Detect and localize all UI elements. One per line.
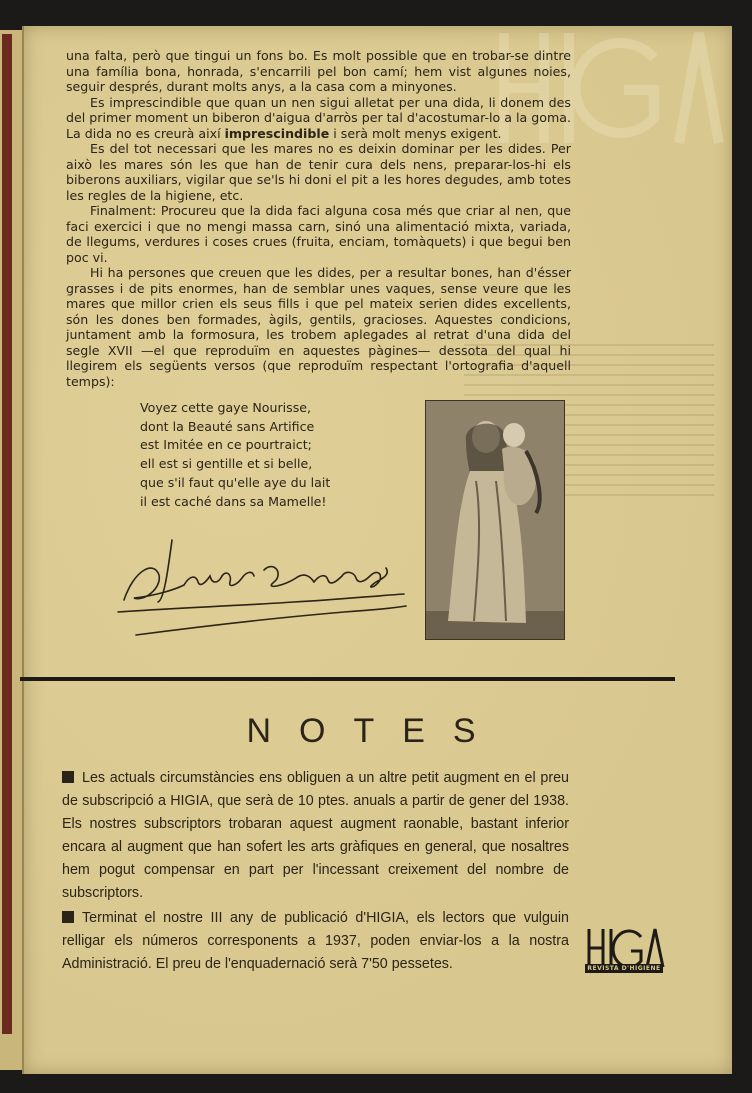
poem-line: Voyez cette gaye Nourisse, bbox=[140, 400, 312, 415]
article-body bbox=[66, 48, 571, 389]
poem-line: est Imitée en ce pourtraict; bbox=[140, 437, 312, 453]
poem-line: ell est si gentille et si belle, bbox=[140, 456, 313, 472]
square-bullet-icon bbox=[62, 911, 74, 923]
poem-line: il est caché dans sa Mamelle! bbox=[140, 493, 327, 509]
notes-heading: NOTES bbox=[246, 712, 504, 750]
binding-red-edge bbox=[2, 34, 12, 1034]
paragraph-3: Es del tot necessari que les mares no es deixin dominar per les dides. Per això les mares són les que han de tenir cura dels nens, preparar-los-hi els biberons auxiliars, vigilar que se'ls hi doni el pit a les hores degudes, amb totes les regles de la higiene, etc. bbox=[66, 141, 571, 203]
author-signature bbox=[114, 530, 414, 645]
section-divider bbox=[20, 677, 675, 681]
bold-word: imprescindible bbox=[224, 125, 330, 141]
note-subscription-price: Les actuals circumstàncies ens obliguen a un altre petit augment en el preu de subscripció a HIGIA, que serà de 10 ptes. anuals a partir de gener del 1938. Els nostres subscriptors trobaran aquest augment raonable, bastant inferior encara al augment que han sofert les arts gràfiques en general, que nosaltres hem pogut compensar en part per l'incessant creixement del nombre de subscriptors. bbox=[62, 770, 569, 901]
poem-line: que s'il faut qu'elle aye du lait bbox=[140, 474, 331, 490]
wet-nurse-portrait bbox=[425, 400, 565, 640]
poem-verses bbox=[140, 399, 390, 511]
logo-subtitle: REVISTA D'HIGIENE bbox=[585, 964, 663, 973]
note-binding-service: Terminat el nostre III any de publicació d'HIGIA, els lectors que vulguin relligar els números corresponents a 1937, poden enviar-los a la nostra Administració. El preu de l'enquadernació serà 7'50 pessetes. bbox=[62, 910, 569, 972]
paragraph-2: Es imprescindible que quan un nen sigui alletat per una dida, li donem des del primer moment un biberon d'aigua d'arròs per tal d'acostumar-lo a la goma. La dida no es creurà així imprescindible i serà molt menys exigent. bbox=[66, 94, 571, 141]
paragraph-4: Finalment: Procureu que la dida faci alguna cosa més que criar al nen, que faci exercici i que no mengi massa carn, sinó una alimentació mixta, variada, de llegums, verdures i coses crues (fruita, enciam, tomàquets) i que begui ben poc vi. bbox=[66, 203, 571, 265]
poem-line: dont la Beauté sans Artifice bbox=[140, 418, 315, 434]
square-bullet-icon bbox=[62, 771, 74, 783]
paragraph-5: Hi ha persones que creuen que les dides, per a resultar bones, han d'ésser grasses i de pits enormes, han de semblar unes vaques, sense veure que les mares que millor crien els seus fills i que pel mateix serien dides excellents, són les dones ben formades, àgils, gentils, gracioses. Aquestes condicions, juntament amb la formosura, les trobem aplegades al retrat d'una dida del segle XVII —el que reproduïm en aquestes pàgines— dessota del qual hi llegirem els següents versos (que reproduïm respectant l'ortografia d'aquell temps): bbox=[66, 265, 571, 389]
paragraph-1: una falta, però que tingui un fons bo. Es molt possible que en trobar-se dintre una família bona, honrada, s'encarrili pel bon camí; hem vist algunes noies, seguir després, durant molts anys, a la casa com a minyones. bbox=[66, 48, 571, 94]
